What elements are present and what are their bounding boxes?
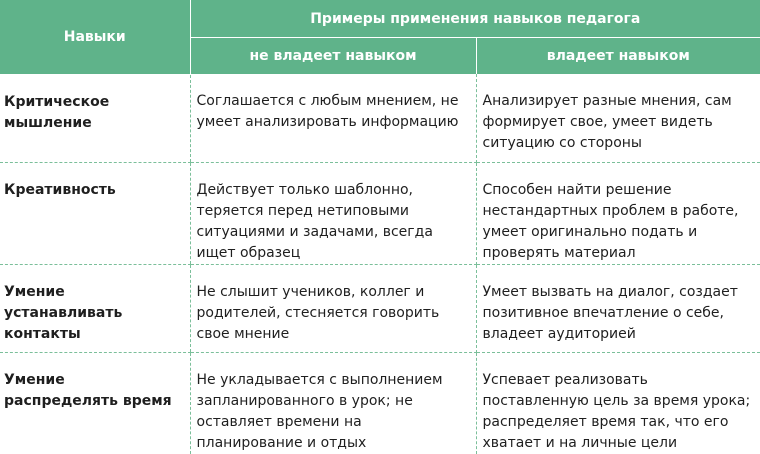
skill-name: Умение устанавливать контакты — [0, 264, 190, 352]
no-skill-example: Соглашается с любым мнением, не умеет анализировать информацию — [190, 74, 476, 162]
no-skill-example: Не укладывается с выполнением запланированного в урок; не оставляет времени на планирование и отдых — [190, 352, 476, 454]
header-has-skill: владеет навыком — [476, 38, 760, 75]
table-row — [0, 74, 760, 162]
no-skill-example: Действует только шаблонно, теряется перед нетиповыми ситуациями и задачами, всегда ищет образец — [190, 162, 476, 264]
no-skill-example: Не слышит учеников, коллег и родителей, стесняется говорить свое мнение — [190, 264, 476, 352]
has-skill-example: Анализирует разные мнения, сам формирует свое, умеет видеть ситуацию со стороны — [476, 74, 760, 162]
header-skills: Навыки — [0, 0, 190, 74]
table-row — [0, 162, 760, 264]
table-row — [0, 352, 760, 454]
has-skill-example: Способен найти решение нестандартных проблем в работе, умеет оригинально подать и проверять материал — [476, 162, 760, 264]
skill-name: Умение распределять время — [4, 371, 172, 409]
skill-name: Критическое мышление — [0, 74, 190, 162]
header-no-skill: не владеет навыком — [190, 38, 476, 75]
has-skill-example: Умеет вызвать на диалог, создает позитивное впечатление о себе, владеет аудиторией — [476, 264, 760, 352]
header-examples: Примеры применения навыков педагога — [190, 0, 760, 38]
has-skill-example: Успевает реализовать поставленную цель за время урока; распределяет время так, что его хватает и на личные цели — [482, 371, 751, 451]
skill-name: Креативность — [0, 162, 190, 264]
table-row — [0, 264, 760, 352]
